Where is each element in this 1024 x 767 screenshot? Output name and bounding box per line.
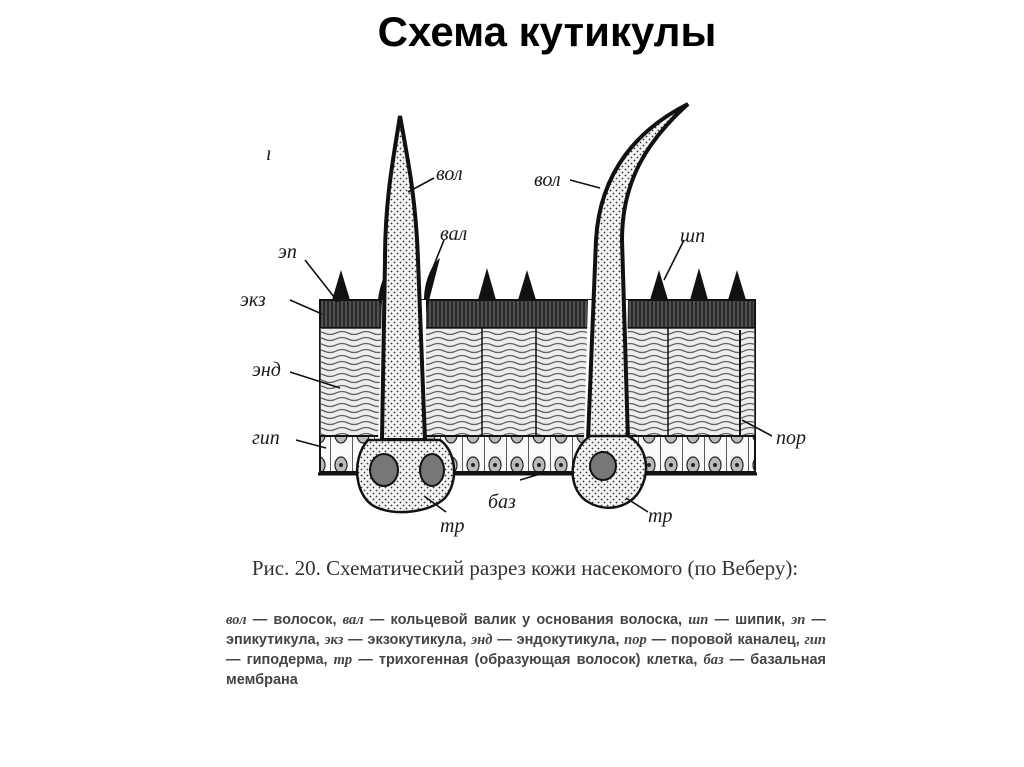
left-hair-shaft bbox=[382, 116, 425, 440]
label-vol-left: вол bbox=[436, 163, 463, 185]
label-ekz: экз bbox=[240, 289, 266, 311]
legend-entry bbox=[324, 632, 471, 648]
legend-abbr: эп bbox=[791, 612, 806, 628]
legend-text: — трихогенная (образующая волосок) клетка, bbox=[352, 652, 704, 668]
label-end: энд bbox=[252, 359, 281, 381]
cuticle-section-drawing bbox=[230, 95, 850, 545]
legend-text: — эндокутикула, bbox=[492, 632, 625, 648]
legend-entry bbox=[226, 612, 343, 628]
label-tr-right: тр bbox=[648, 505, 673, 527]
legend-entry bbox=[334, 652, 704, 668]
legend-abbr: пор bbox=[624, 632, 647, 648]
label-val: вал bbox=[440, 223, 468, 245]
label-por: пор bbox=[776, 427, 806, 449]
label-vol-right: вол bbox=[534, 169, 561, 191]
legend-text: — поровой каналец, bbox=[646, 632, 805, 648]
legend-abbr: тр bbox=[333, 652, 353, 668]
legend-abbr: экз bbox=[324, 632, 344, 648]
slide-title: Схема кутикулы bbox=[377, 8, 717, 55]
label-gip: гип bbox=[252, 427, 280, 449]
label-tr-left: тр bbox=[440, 515, 465, 537]
legend-text: — волосок, bbox=[246, 612, 343, 628]
legend-text: — экзокутикула, bbox=[343, 632, 472, 648]
legend-abbr: энд bbox=[471, 632, 493, 648]
legend-text: — базальная мембрана bbox=[226, 652, 826, 688]
legend-abbr: баз bbox=[703, 652, 724, 668]
label-ep: эп bbox=[278, 241, 297, 263]
figure-caption-title: Рис. 20. Схематический разрез кожи насекомого (по Веберу): bbox=[251, 556, 799, 580]
legend-abbr: гип bbox=[804, 632, 826, 648]
label-shp: шп bbox=[680, 225, 706, 247]
legend-text: — шипик, bbox=[708, 612, 792, 628]
figure-legend bbox=[226, 610, 826, 690]
legend-text: — кольцевой валик у основания волоска, bbox=[363, 612, 689, 628]
legend-abbr: вол bbox=[226, 612, 247, 628]
legend-entry bbox=[343, 612, 689, 628]
legend-abbr: вал bbox=[342, 612, 364, 628]
label-baz: баз bbox=[488, 491, 516, 513]
legend-text: — эпикутикула, bbox=[226, 612, 827, 648]
legend-entry bbox=[471, 632, 624, 648]
label-mark: ı bbox=[266, 143, 272, 165]
legend-abbr: шп bbox=[688, 612, 709, 628]
legend-text: — гиподерма, bbox=[226, 652, 334, 668]
legend-entry bbox=[688, 612, 791, 628]
cuticle-diagram bbox=[230, 95, 850, 545]
legend-entry bbox=[624, 632, 804, 648]
